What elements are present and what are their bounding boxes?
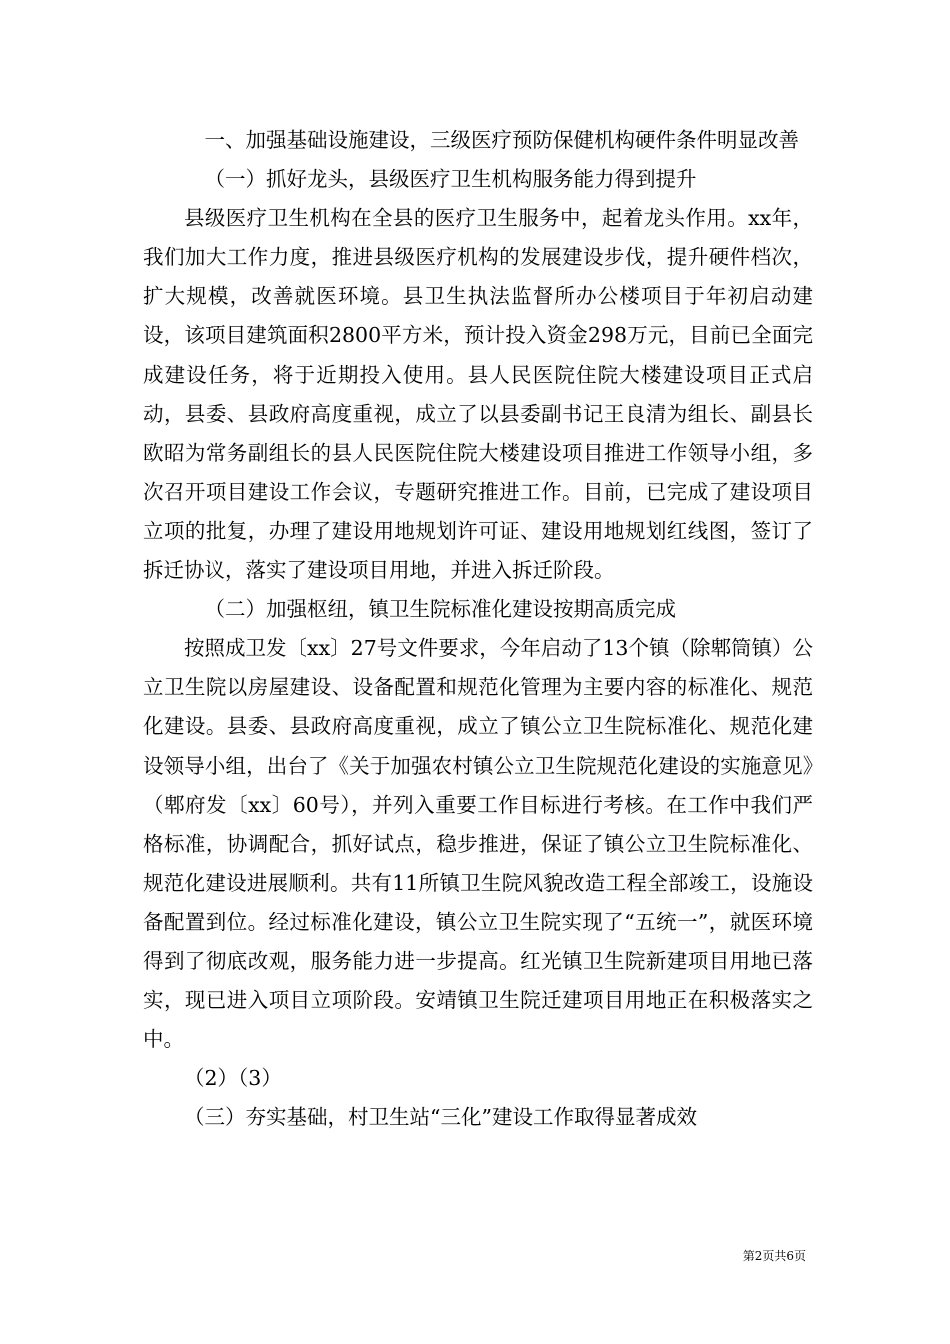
section-heading-1: 一、加强基础设施建设，三级医疗预防保健机构硬件条件明显改善 [204,128,799,152]
body-paragraph-4: （三）夯实基础，村卫生站“三化”建设工作取得显著成效 [184,1105,697,1130]
subsection-heading-2: （二）加强枢纽，镇卫生院标准化建设按期高质完成 [204,597,676,622]
body-paragraph-2: 按照成卫发〔xx〕27号文件要求，今年启动了13个镇（除郫筒镇）公立卫生院以房屋建设、设备配置和规范化管理为主要内容的标准化、规范化建设。县委、县政府高度重视，成立了镇公立卫生院标准化、规范化建设领导小组，出台了《关于加强农村镇公立卫生院规范化建设的实施意见》（郫府发〔xx〕60号），并列入重要工作目标进行考核。在工作中我们严格标准，协调配合，抓好试点，稳步推进，保证了镇公立卫生院标准化、规范化建设进展顺利。共有11所镇卫生院风貌改造工程全部竣工，设施设备配置到位。经过标准化建设，镇公立卫生院实现了“五统一”，就医环境得到了彻底改观，服务能力进一步提高。红光镇卫生院新建项目用地已落实，现已进入项目立项阶段。安靖镇卫生院迁建项目用地正在积极落实之中。 [143,636,813,1052]
body-paragraph-3: （2）（3） [184,1066,282,1091]
document-body [143,121,813,1137]
subsection-heading-1: （一）抓好龙头，县级医疗卫生机构服务能力得到提升 [204,167,697,192]
page-number-footer: 第2页共6页 [742,1249,806,1263]
body-paragraph-1: 县级医疗卫生机构在全县的医疗卫生服务中，起着龙头作用。xx年，我们加大工作力度，推进县级医疗机构的发展建设步伐，提升硬件档次，扩大规模，改善就医环境。县卫生执法监督所办公楼项目于年初启动建设，该项目建筑面积2800平方米，预计投入资金298万元，目前已全面完成建设任务，将于近期投入使用。县人民医院住院大楼建设项目正式启动，县委、县政府高度重视，成立了以县委副书记王良清为组长、副县长欧昭为常务副组长的县人民医院住院大楼建设项目推进工作领导小组，多次召开项目建设工作会议，专题研究推进工作。目前，已完成了建设项目立项的批复，办理了建设用地规划许可证、建设用地规划红线图，签订了拆迁协议，落实了建设项目用地，并进入拆迁阶段。 [143,206,813,583]
